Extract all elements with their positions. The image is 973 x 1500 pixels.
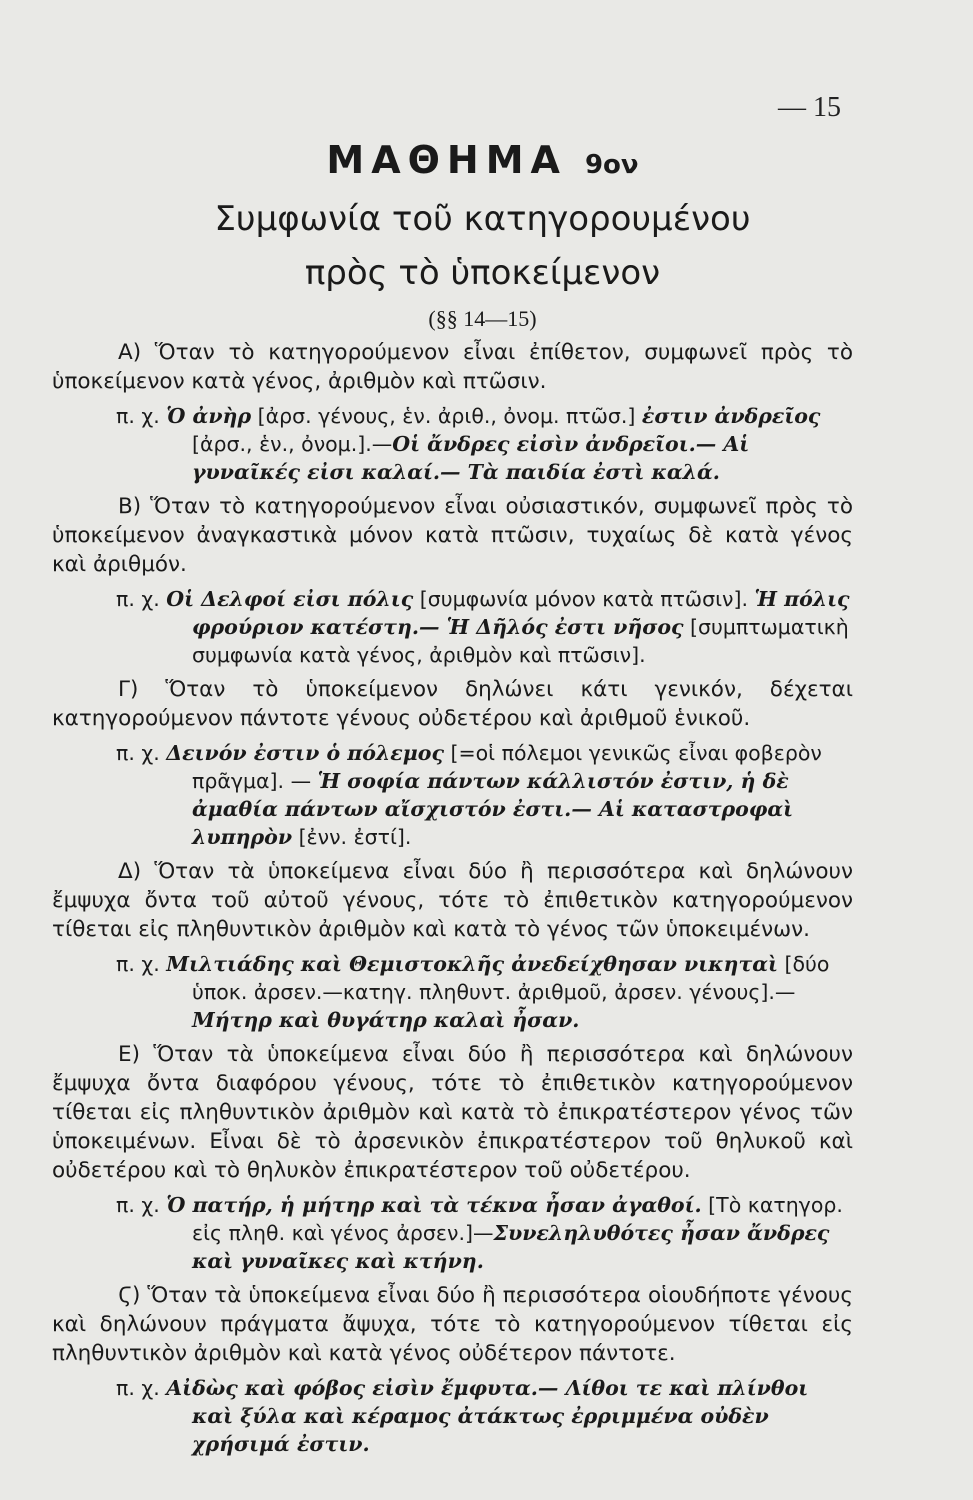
lesson-subtitle [52, 192, 853, 300]
example-paragraph [52, 739, 853, 851]
subtitle-line-1: Συμφωνία τοῦ κατηγορουμένου [214, 199, 751, 239]
rule-label: Ϛ) [118, 1283, 148, 1308]
example-greek-text: Μιλτιάδης καὶ Θεμιστοκλῆς ἀνεδείχθησαν νικηταὶ [166, 952, 778, 976]
example-paragraph [52, 585, 853, 669]
rule-paragraph [52, 675, 853, 733]
example-paragraph [52, 1374, 853, 1458]
example-greek-text: Δεινόν ἐστιν ὁ πόλεμος [166, 741, 444, 765]
rule-paragraph [52, 338, 853, 396]
example-greek-text: Οἱ Δελφοί εἰσι πόλις [166, 587, 414, 611]
lesson-title-text: ΜΑΘΗΜΑ [326, 138, 567, 182]
rule-text: Ὅταν τὰ ὑποκείμενα εἶναι δύο ἢ περισσότερα καὶ δηλώνουν ἔμψυχα ὄντα διαφόρου γένους, τότε τὸ ἐπιθετικὸν κατηγορούμενον τίθεται εἰς πληθυντικὸν ἀριθμὸν καὶ κατὰ τὸ ἐπικρατέστερον γένος τῶν ὑποκειμένων. Εἶναι δὲ τὸ ἀρσενικὸν ἐπικρατέστερον τοῦ θηλυκοῦ καὶ οὐδετέρου καὶ τὸ θηλυκὸν ἐπικρατέστερον τοῦ οὐδετέρου. [52, 1042, 853, 1183]
example-greek-text: Αἰδὼς καὶ φόβος εἰσὶν ἔμφυτα.— Λίθοι τε καὶ πλίνθοι καὶ ξύλα καὶ κέραμος ἀτάκτως ἐρριμμένα οὐδὲν χρήσιμά ἐστιν. [166, 1376, 809, 1456]
rule-label: Β) [118, 494, 151, 519]
rule-label: Γ) [118, 677, 166, 702]
example-note: [ἐνν. ἐστί]. [292, 825, 412, 849]
example-greek-text: ἐστιν ἀνδρεῖος [641, 404, 821, 428]
example-greek-text: Οἱ ἄνδρες εἰσὶν ἀνδρεῖοι.— Αἱ γυναῖκές εἰσι καλαί.— Τὰ παιδία ἐστὶ καλά. [192, 432, 750, 484]
rule-paragraph [52, 492, 853, 579]
example-label: π. χ. [116, 1376, 167, 1400]
example-label: π. χ. [116, 587, 167, 611]
lesson-title [52, 138, 853, 182]
example-note: [=οἱ πόλεμοι γενικῶς εἶναι φοβερὸν πρᾶγμα]. — [192, 741, 822, 793]
example-note: [δύο ὑποκ. ἀρσεν.—κατηγ. πληθυντ. ἀριθμοῦ, ἀρσεν. γένους].— [192, 952, 830, 1004]
rule-text: Ὅταν τὸ ὑποκείμενον δηλώνει κάτι γενικόν, δέχεται κατηγορούμενον πάντοτε γένους οὐδετέρου καὶ ἀριθμοῦ ἑνικοῦ. [52, 677, 854, 731]
example-paragraph [52, 1191, 853, 1275]
rule-paragraph [52, 857, 853, 944]
example-greek-text: Συνεληλυθότες ἦσαν ἄνδρες καὶ γυναῖκες καὶ κτήνη. [192, 1221, 830, 1273]
example-greek-text: Ὁ πατήρ, ἡ μήτηρ καὶ τὰ τέκνα ἦσαν ἀγαθοί. [166, 1193, 702, 1217]
rule-label: Ε) [118, 1042, 154, 1067]
example-label: π. χ. [116, 952, 167, 976]
example-greek-text: Ὁ ἀνὴρ [166, 404, 252, 428]
example-note: [συμπτωματικὴ συμφωνία κατὰ γένος, ἀριθμὸν καὶ πτῶσιν]. [192, 615, 849, 667]
example-label: π. χ. [116, 1193, 167, 1217]
example-label: π. χ. [116, 741, 167, 765]
rule-paragraph [52, 1040, 853, 1185]
example-note: [συμφωνία μόνον κατὰ πτῶσιν]. [413, 587, 755, 611]
example-label: π. χ. [116, 404, 167, 428]
example-greek-text: Ἡ πόλις φρούριον κατέστη.— Ἡ Δῆλός ἐστι νῆσος [192, 587, 850, 639]
rule-text: Ὅταν τὸ κατηγορούμενον εἶναι ἐπίθετον, συμφωνεῖ πρὸς τὸ ὑποκείμενον κατὰ γένος, ἀριθμὸν καὶ πτῶσιν. [52, 340, 853, 394]
page-number: — 15 [778, 92, 841, 123]
subtitle-line-2: πρὸς τὸ ὑποκείμενον [304, 253, 661, 293]
rule-paragraph [52, 1281, 853, 1368]
section-refs: (§§ 14—15) [428, 306, 537, 331]
example-paragraph [52, 950, 853, 1034]
rule-text: Ὅταν τὸ κατηγορούμενον εἶναι οὐσιαστικόν, συμφωνεῖ πρὸς τὸ ὑποκείμενον ἀναγκαστικὰ μόνον κατὰ πτῶσιν, τυχαίως δὲ κατὰ γένος καὶ ἀριθμόν. [52, 494, 853, 577]
rule-label: Α) [118, 340, 155, 365]
example-greek-text: Ἡ σοφία πάντων κάλλιστόν ἐστιν, ἡ δὲ ἀμαθία πάντων αἴσχιστόν ἐστι.— Αἱ καταστροφαὶ λυπηρὸν [192, 769, 794, 849]
example-paragraph [52, 402, 853, 486]
rule-text: Ὅταν τὰ ὑποκείμενα εἶναι δύο ἢ περισσότερα καὶ δηλώνουν ἔμψυχα ὄντα τοῦ αὐτοῦ γένους, τότε τὸ ἐπιθετικὸν κατηγορούμενον τίθεται εἰς πληθυντικὸν ἀριθμὸν καὶ κατὰ τὸ γένος τῶν ὑποκειμένων. [52, 859, 853, 942]
example-note: [Τὸ κατηγορ. εἰς πληθ. καὶ γένος ἀρσεν.]— [192, 1193, 843, 1245]
rules-list [52, 338, 853, 1458]
lesson-number: 9ον [584, 150, 639, 180]
example-note: [ἀρσ. γένους, ἑν. ἀριθ., ὀνομ. πτῶσ.] [251, 404, 642, 428]
rule-text: Ὅταν τὰ ὑποκείμενα εἶναι δύο ἢ περισσότερα οἱουδήποτε γένους καὶ δηλώνουν πράγματα ἄψυχα, τότε τὸ κατηγορούμενον τίθεται εἰς πληθυντικὸν ἀριθμὸν καὶ κατὰ γένος οὐδέτερον πάντοτε. [52, 1283, 853, 1366]
example-note: [ἀρσ., ἑν., ὀνομ.].— [192, 432, 393, 456]
example-greek-text: Μήτηρ καὶ θυγάτηρ καλαὶ ἦσαν. [192, 1008, 580, 1032]
rule-label: Δ) [118, 859, 155, 884]
